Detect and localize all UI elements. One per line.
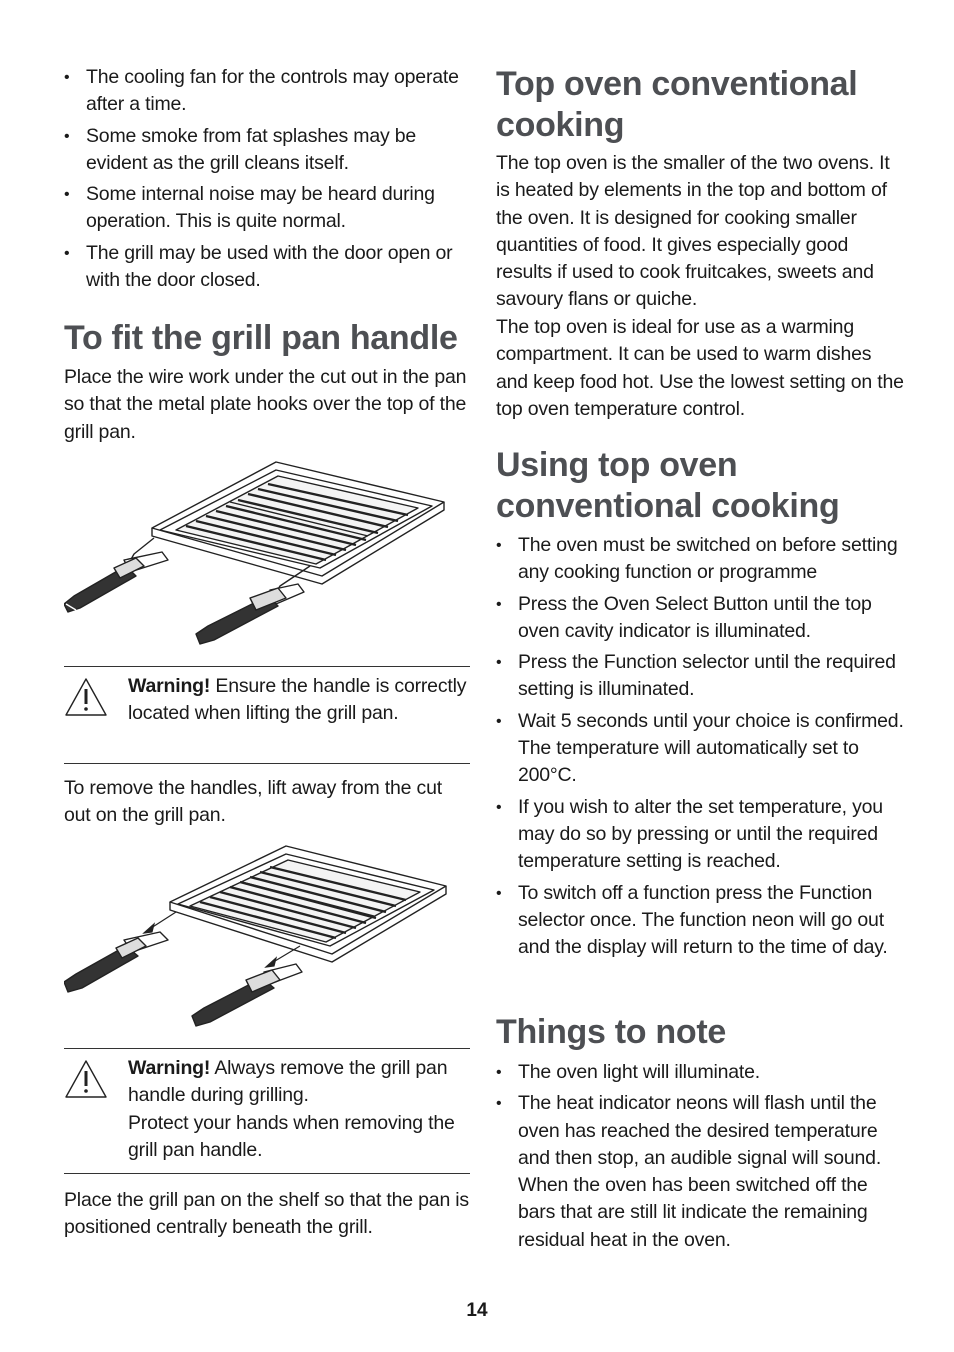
list-item: • Wait 5 seconds until your choice is confirmed. The temperature will automatically set to 200°C. (496, 708, 906, 790)
warning-triangle-icon (64, 1059, 108, 1099)
fit-handle-text: Place the wire work under the cut out in the pan so that the metal plate hooks over the top of the grill pan. (64, 366, 467, 443)
things-to-note-heading: Things to note (496, 1013, 726, 1051)
fit-handle-heading: To fit the grill pan handle (64, 319, 458, 357)
warning-label: Warning! (128, 675, 211, 697)
warning-text (128, 1055, 470, 1164)
warning-message: Ensure the handle is correctly located when lifting the grill pan. (128, 675, 467, 725)
warning-triangle-icon (64, 677, 108, 717)
list-item: • The oven must be switched on before setting any cooking function or programme (496, 532, 906, 587)
warning-message: Always remove the grill pan handle during grilling. (128, 1057, 448, 1107)
top-oven-paragraph-1: The top oven is the smaller of the two ovens. It is heated by elements in the top and bottom of the oven. It is designed for cooking smaller quantities of food. It gives especially good results if used to cook fruitcakes, sweets and savoury flans or quiche. (496, 152, 890, 311)
warning-box-remove (64, 1048, 470, 1174)
list-item: • Some internal noise may be heard during operation. This is quite normal. (64, 181, 472, 236)
grill-pan-handles-removed-illustration (64, 842, 454, 1032)
page-number: 14 (466, 1300, 488, 1321)
remove-handle-text: To remove the handles, lift away from the cut out on the grill pan. (64, 777, 442, 827)
warning-text (128, 673, 470, 728)
list-item: • The oven light will illuminate. (496, 1059, 906, 1086)
list-item: • Some smoke from fat splashes may be evident as the grill cleans itself. (64, 123, 472, 178)
intro-bullet-list (64, 64, 472, 294)
top-oven-heading: Top oven conventional cooking (496, 65, 858, 144)
grill-pan-handles-fitted-illustration (64, 456, 454, 652)
list-item: • The heat indicator neons will flash until the oven has reached the desired temperature and then stop, an audible signal will sound. When the oven has been switched off the bars that are still lit indicate the remaining residual heat in the oven. (496, 1090, 906, 1254)
warning-message-2: Protect your hands when removing the grill pan handle. (128, 1111, 455, 1161)
note-bullet-list (496, 1059, 906, 1254)
top-oven-paragraph-2: The top oven is ideal for use as a warming compartment. It can be used to warm dishes and keep food hot. Use the lowest setting on the top oven temperature control. (496, 316, 904, 420)
list-item: • The grill may be used with the door open or with the door closed. (64, 240, 472, 295)
using-bullet-list (496, 532, 906, 961)
place-pan-text: Place the grill pan on the shelf so that the pan is positioned centrally beneath the grill. (64, 1189, 469, 1239)
warning-label: Warning! (128, 1057, 211, 1079)
list-item: • If you wish to alter the set temperature, you may do so by pressing or until the required temperature setting is reached. (496, 794, 906, 876)
using-top-oven-heading: Using top oven conventional cooking (496, 446, 840, 525)
list-item: • The cooling fan for the controls may operate after a time. (64, 64, 472, 119)
warning-box-handle (64, 666, 470, 764)
list-item: • To switch off a function press the Function selector once. The function neon will go out and the display will return to the time of day. (496, 880, 906, 962)
list-item: • Press the Function selector until the required setting is illuminated. (496, 649, 906, 704)
list-item: • Press the Oven Select Button until the top oven cavity indicator is illuminated. (496, 591, 906, 646)
